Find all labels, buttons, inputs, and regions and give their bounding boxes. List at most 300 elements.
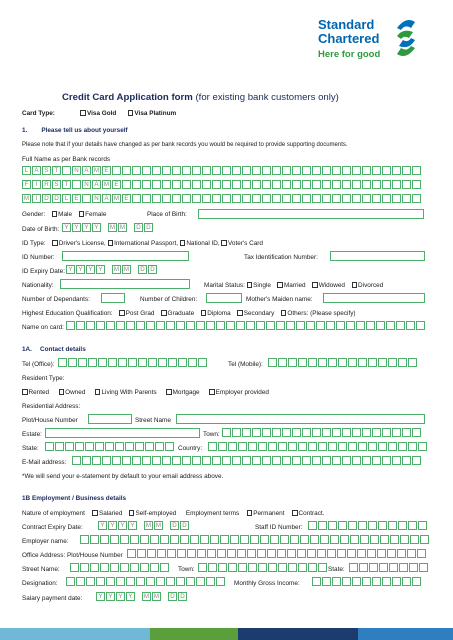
char-cell[interactable] [166, 321, 175, 330]
char-cell[interactable]: A [92, 180, 101, 189]
char-cell[interactable] [338, 358, 347, 367]
char-cell[interactable] [252, 456, 261, 465]
char-cell[interactable] [288, 442, 297, 451]
char-cell[interactable] [178, 358, 187, 367]
char-cell[interactable] [312, 180, 321, 189]
char-cell[interactable] [368, 442, 377, 451]
char-cell[interactable] [282, 180, 291, 189]
char-cell[interactable] [402, 577, 411, 586]
char-cell[interactable] [312, 577, 321, 586]
char-cell[interactable] [322, 180, 331, 189]
char-cell[interactable]: E [72, 194, 81, 203]
char-cell[interactable] [142, 194, 151, 203]
char-cell[interactable] [226, 321, 235, 330]
char-cell[interactable] [392, 180, 401, 189]
char-cell[interactable] [262, 166, 271, 175]
char-cell[interactable] [156, 577, 165, 586]
char-cell[interactable] [282, 456, 291, 465]
date-cell[interactable]: M [123, 266, 130, 273]
date-cell[interactable]: Y [128, 521, 137, 530]
char-cell[interactable] [162, 456, 171, 465]
char-cell[interactable] [347, 549, 356, 558]
char-cell[interactable] [82, 456, 91, 465]
char-cell[interactable]: S [52, 180, 61, 189]
char-cell[interactable] [407, 549, 416, 558]
char-cell[interactable] [367, 549, 376, 558]
char-cell[interactable] [92, 456, 101, 465]
char-cell[interactable] [152, 180, 161, 189]
char-cell[interactable] [207, 549, 216, 558]
char-cell[interactable] [126, 577, 135, 586]
char-cell[interactable] [218, 563, 227, 572]
char-cell[interactable] [382, 194, 391, 203]
char-cell[interactable] [362, 456, 371, 465]
date-cell[interactable]: Y [72, 223, 81, 232]
char-cell[interactable]: F [22, 180, 31, 189]
char-cell[interactable] [402, 180, 411, 189]
estate-field[interactable] [45, 428, 200, 438]
female-checkbox[interactable] [79, 211, 85, 217]
char-cell[interactable] [182, 194, 191, 203]
char-cell[interactable] [392, 194, 401, 203]
char-cell[interactable] [300, 535, 309, 544]
char-cell[interactable] [227, 549, 236, 558]
char-cell[interactable] [328, 358, 337, 367]
char-cell[interactable] [382, 180, 391, 189]
single-checkbox[interactable] [247, 282, 253, 288]
char-cell[interactable] [186, 321, 195, 330]
date-cell[interactable]: Y [98, 521, 107, 530]
char-cell[interactable] [302, 166, 311, 175]
postgrad-checkbox[interactable] [119, 310, 125, 316]
date-cell[interactable]: Y [96, 265, 105, 274]
char-cell[interactable] [320, 535, 329, 544]
mortgage-checkbox[interactable] [166, 389, 172, 395]
char-cell[interactable] [112, 166, 121, 175]
char-cell[interactable]: D [52, 194, 61, 203]
char-cell[interactable] [278, 358, 287, 367]
char-cell[interactable] [270, 535, 279, 544]
married-checkbox[interactable] [277, 282, 283, 288]
char-cell[interactable] [267, 549, 276, 558]
char-cell[interactable] [372, 180, 381, 189]
char-cell[interactable] [242, 180, 251, 189]
char-cell[interactable] [120, 563, 129, 572]
char-cell[interactable] [232, 456, 241, 465]
char-cell[interactable] [66, 321, 75, 330]
char-cell[interactable] [258, 442, 267, 451]
char-cell[interactable] [297, 549, 306, 558]
char-cell[interactable] [362, 577, 371, 586]
char-cell[interactable] [145, 442, 154, 451]
char-cell[interactable] [90, 563, 99, 572]
graduate-checkbox[interactable] [161, 310, 167, 316]
char-cell[interactable] [402, 428, 411, 437]
char-cell[interactable] [190, 535, 199, 544]
char-cell[interactable] [416, 321, 425, 330]
char-cell[interactable]: I [32, 194, 41, 203]
char-cell[interactable] [102, 456, 111, 465]
char-cell[interactable] [298, 442, 307, 451]
char-cell[interactable] [168, 358, 177, 367]
char-cell[interactable] [146, 577, 155, 586]
char-cell[interactable] [332, 456, 341, 465]
contract-checkbox[interactable] [292, 510, 298, 516]
char-cell[interactable] [332, 428, 341, 437]
char-cell[interactable] [392, 577, 401, 586]
char-cell[interactable] [257, 549, 266, 558]
char-cell[interactable] [396, 321, 405, 330]
char-cell[interactable] [167, 549, 176, 558]
date-cell[interactable]: Y [106, 592, 115, 601]
char-cell[interactable] [192, 194, 201, 203]
char-cell[interactable] [368, 358, 377, 367]
char-cell[interactable] [148, 358, 157, 367]
char-cell[interactable] [110, 563, 119, 572]
char-cell[interactable] [222, 456, 231, 465]
char-cell[interactable] [372, 194, 381, 203]
char-cell[interactable] [200, 535, 209, 544]
char-cell[interactable] [162, 180, 171, 189]
char-cell[interactable] [232, 194, 241, 203]
char-cell[interactable] [58, 358, 67, 367]
char-cell[interactable] [156, 321, 165, 330]
char-cell[interactable] [382, 577, 391, 586]
permanent-checkbox[interactable] [247, 510, 253, 516]
char-cell[interactable] [408, 358, 417, 367]
char-cell[interactable] [76, 321, 85, 330]
place-of-birth-field[interactable] [198, 209, 424, 219]
char-cell[interactable] [212, 456, 221, 465]
char-cell[interactable] [358, 521, 367, 530]
date-cell[interactable]: Y [126, 592, 135, 601]
char-cell[interactable] [208, 563, 217, 572]
date-cell[interactable]: M [119, 224, 126, 231]
char-cell[interactable] [177, 549, 186, 558]
char-cell[interactable] [398, 358, 407, 367]
char-cell[interactable] [186, 577, 195, 586]
char-cell[interactable] [125, 442, 134, 451]
char-cell[interactable]: R [42, 180, 51, 189]
char-cell[interactable] [292, 166, 301, 175]
char-cell[interactable] [110, 535, 119, 544]
char-cell[interactable] [332, 577, 341, 586]
char-cell[interactable] [387, 549, 396, 558]
char-cell[interactable] [136, 321, 145, 330]
char-cell[interactable] [198, 358, 207, 367]
char-cell[interactable] [302, 428, 311, 437]
char-cell[interactable] [278, 563, 287, 572]
char-cell[interactable] [95, 442, 104, 451]
char-cell[interactable] [198, 563, 207, 572]
char-cell[interactable] [55, 442, 64, 451]
char-cell[interactable] [236, 321, 245, 330]
char-cell[interactable] [142, 166, 151, 175]
char-cell[interactable] [230, 535, 239, 544]
char-cell[interactable] [212, 180, 221, 189]
char-cell[interactable] [96, 577, 105, 586]
char-cell[interactable] [80, 563, 89, 572]
char-cell[interactable] [418, 521, 427, 530]
char-cell[interactable] [382, 428, 391, 437]
char-cell[interactable] [410, 535, 419, 544]
char-cell[interactable] [318, 442, 327, 451]
secondary-checkbox[interactable] [237, 310, 243, 316]
char-cell[interactable] [332, 180, 341, 189]
char-cell[interactable] [130, 535, 139, 544]
char-cell[interactable] [412, 180, 421, 189]
char-cell[interactable] [202, 166, 211, 175]
char-cell[interactable] [256, 321, 265, 330]
char-cell[interactable] [232, 166, 241, 175]
self-employed-checkbox[interactable] [129, 510, 135, 516]
char-cell[interactable] [390, 535, 399, 544]
char-cell[interactable]: N [92, 194, 101, 203]
char-cell[interactable] [150, 563, 159, 572]
char-cell[interactable] [362, 428, 371, 437]
char-cell[interactable] [105, 442, 114, 451]
char-cell[interactable] [147, 549, 156, 558]
date-cell[interactable]: Y [82, 223, 91, 232]
char-cell[interactable] [308, 521, 317, 530]
char-cell[interactable] [140, 563, 149, 572]
char-cell[interactable] [402, 456, 411, 465]
char-cell[interactable] [240, 535, 249, 544]
char-cell[interactable] [206, 321, 215, 330]
char-cell[interactable]: M [103, 181, 110, 188]
char-cell[interactable] [312, 456, 321, 465]
date-cell[interactable]: Y [116, 592, 125, 601]
date-cell[interactable]: M [153, 593, 160, 600]
char-cell[interactable] [222, 428, 231, 437]
char-cell[interactable] [86, 321, 95, 330]
char-cell[interactable] [262, 428, 271, 437]
date-cell[interactable]: D [138, 265, 147, 274]
char-cell[interactable] [152, 456, 161, 465]
char-cell[interactable] [372, 428, 381, 437]
char-cell[interactable] [378, 521, 387, 530]
char-cell[interactable]: I [32, 180, 41, 189]
char-cell[interactable] [132, 456, 141, 465]
char-cell[interactable] [137, 549, 146, 558]
char-cell[interactable] [349, 563, 358, 572]
char-cell[interactable] [248, 563, 257, 572]
char-cell[interactable] [260, 535, 269, 544]
char-cell[interactable] [246, 321, 255, 330]
char-cell[interactable]: A [32, 166, 41, 175]
char-cell[interactable] [292, 194, 301, 203]
char-cell[interactable]: M [23, 195, 30, 202]
char-cell[interactable] [412, 166, 421, 175]
char-cell[interactable] [108, 358, 117, 367]
char-cell[interactable] [358, 442, 367, 451]
char-cell[interactable] [248, 442, 257, 451]
char-cell[interactable] [182, 456, 191, 465]
visa-gold-checkbox[interactable] [80, 110, 86, 116]
char-cell[interactable] [392, 428, 401, 437]
char-cell[interactable] [216, 321, 225, 330]
char-cell[interactable] [362, 180, 371, 189]
living-with-parents-checkbox[interactable] [95, 389, 101, 395]
char-cell[interactable] [358, 358, 367, 367]
char-cell[interactable] [238, 563, 247, 572]
char-cell[interactable] [272, 180, 281, 189]
char-cell[interactable] [376, 321, 385, 330]
tin-field[interactable] [330, 251, 425, 261]
char-cell[interactable] [280, 535, 289, 544]
nationality-field[interactable] [60, 279, 190, 289]
char-cell[interactable] [378, 358, 387, 367]
char-cell[interactable] [66, 577, 75, 586]
char-cell[interactable] [136, 577, 145, 586]
char-cell[interactable] [302, 180, 311, 189]
char-cell[interactable] [96, 321, 105, 330]
char-cell[interactable] [100, 563, 109, 572]
char-cell[interactable] [162, 194, 171, 203]
char-cell[interactable] [292, 428, 301, 437]
char-cell[interactable] [160, 535, 169, 544]
char-cell[interactable] [412, 428, 421, 437]
char-cell[interactable] [70, 563, 79, 572]
char-cell[interactable] [312, 194, 321, 203]
char-cell[interactable] [142, 180, 151, 189]
others-checkbox[interactable] [281, 310, 287, 316]
char-cell[interactable]: M [93, 167, 100, 174]
char-cell[interactable]: T [52, 166, 61, 175]
char-cell[interactable] [68, 358, 77, 367]
char-cell[interactable] [272, 166, 281, 175]
char-cell[interactable] [352, 577, 361, 586]
char-cell[interactable] [192, 166, 201, 175]
char-cell[interactable] [106, 321, 115, 330]
diploma-checkbox[interactable] [201, 310, 207, 316]
char-cell[interactable] [232, 180, 241, 189]
char-cell[interactable] [176, 321, 185, 330]
char-cell[interactable] [342, 194, 351, 203]
char-cell[interactable] [282, 194, 291, 203]
char-cell[interactable] [402, 194, 411, 203]
char-cell[interactable]: T [62, 180, 71, 189]
char-cell[interactable] [306, 321, 315, 330]
char-cell[interactable] [288, 563, 297, 572]
char-cell[interactable] [342, 428, 351, 437]
char-cell[interactable] [372, 166, 381, 175]
char-cell[interactable] [252, 428, 261, 437]
char-cell[interactable] [258, 563, 267, 572]
date-cell[interactable]: D [178, 592, 187, 601]
char-cell[interactable] [228, 442, 237, 451]
char-cell[interactable] [132, 166, 141, 175]
char-cell[interactable] [272, 194, 281, 203]
char-cell[interactable] [408, 442, 417, 451]
char-cell[interactable] [318, 563, 327, 572]
date-cell[interactable]: D [170, 521, 179, 530]
char-cell[interactable] [388, 358, 397, 367]
char-cell[interactable] [182, 180, 191, 189]
intl-passport-checkbox[interactable] [108, 240, 114, 246]
char-cell[interactable] [242, 166, 251, 175]
char-cell[interactable] [166, 577, 175, 586]
rented-checkbox[interactable] [22, 389, 28, 395]
char-cell[interactable] [342, 166, 351, 175]
char-cell[interactable] [130, 563, 139, 572]
char-cell[interactable]: L [22, 166, 31, 175]
char-cell[interactable] [307, 549, 316, 558]
char-cell[interactable] [142, 456, 151, 465]
char-cell[interactable] [90, 535, 99, 544]
national-id-checkbox[interactable] [180, 240, 186, 246]
char-cell[interactable]: L [62, 194, 71, 203]
char-cell[interactable] [220, 535, 229, 544]
char-cell[interactable] [296, 321, 305, 330]
char-cell[interactable] [348, 521, 357, 530]
char-cell[interactable] [342, 180, 351, 189]
char-cell[interactable] [322, 428, 331, 437]
char-cell[interactable] [352, 166, 361, 175]
date-cell[interactable]: Y [86, 265, 95, 274]
char-cell[interactable] [338, 442, 347, 451]
char-cell[interactable] [252, 180, 261, 189]
char-cell[interactable] [197, 549, 206, 558]
char-cell[interactable] [232, 428, 241, 437]
char-cell[interactable] [348, 442, 357, 451]
char-cell[interactable] [116, 321, 125, 330]
char-cell[interactable] [406, 321, 415, 330]
date-cell[interactable]: M [145, 522, 152, 529]
char-cell[interactable] [122, 456, 131, 465]
char-cell[interactable] [368, 521, 377, 530]
char-cell[interactable] [278, 442, 287, 451]
char-cell[interactable] [45, 442, 54, 451]
char-cell[interactable] [62, 166, 71, 175]
char-cell[interactable] [210, 535, 219, 544]
date-cell[interactable]: D [134, 223, 143, 232]
char-cell[interactable] [292, 456, 301, 465]
char-cell[interactable] [138, 358, 147, 367]
street-name-field[interactable] [176, 414, 425, 424]
date-cell[interactable]: D [144, 223, 153, 232]
char-cell[interactable] [272, 456, 281, 465]
char-cell[interactable] [357, 549, 366, 558]
char-cell[interactable] [322, 194, 331, 203]
char-cell[interactable] [282, 166, 291, 175]
char-cell[interactable] [282, 428, 291, 437]
char-cell[interactable] [420, 535, 429, 544]
char-cell[interactable] [272, 428, 281, 437]
char-cell[interactable] [176, 577, 185, 586]
char-cell[interactable] [366, 321, 375, 330]
char-cell[interactable] [412, 577, 421, 586]
widowed-checkbox[interactable] [312, 282, 318, 288]
char-cell[interactable] [76, 577, 85, 586]
char-cell[interactable] [288, 358, 297, 367]
char-cell[interactable] [222, 194, 231, 203]
char-cell[interactable] [75, 442, 84, 451]
char-cell[interactable] [310, 535, 319, 544]
char-cell[interactable] [122, 180, 131, 189]
char-cell[interactable] [140, 535, 149, 544]
char-cell[interactable] [206, 577, 215, 586]
char-cell[interactable] [399, 563, 408, 572]
date-cell[interactable]: Y [118, 521, 127, 530]
char-cell[interactable] [328, 521, 337, 530]
char-cell[interactable] [369, 563, 378, 572]
char-cell[interactable] [72, 456, 81, 465]
char-cell[interactable] [397, 549, 406, 558]
char-cell[interactable] [150, 535, 159, 544]
char-cell[interactable] [359, 563, 368, 572]
char-cell[interactable]: A [82, 166, 91, 175]
